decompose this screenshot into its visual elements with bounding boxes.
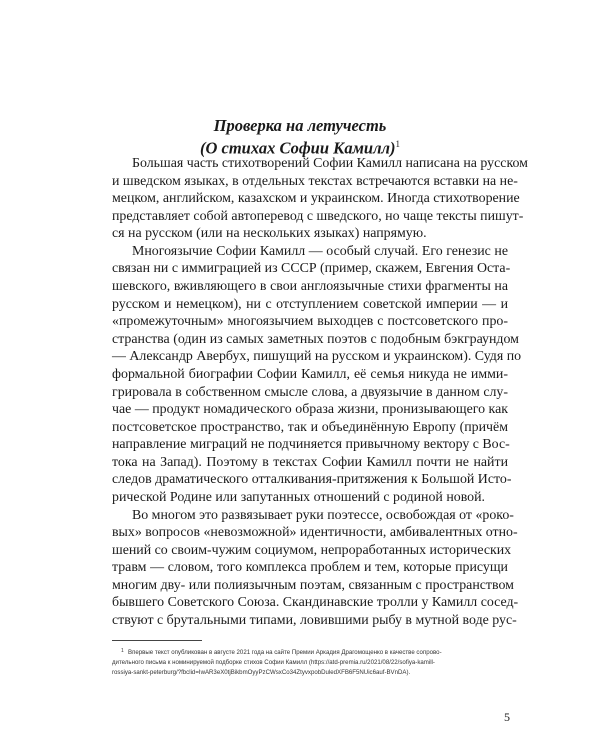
body-line: рической Родине или запутанных отношений с родиной новой.: [112, 489, 486, 505]
chapter-title-line-2: (О стихах Софии Камилл)$^1$: [199, 138, 401, 158]
body-line: постсоветское пространство, так и объединённую Европу (причём: [112, 419, 508, 435]
footnote-reference: 1: [395, 139, 401, 149]
body-line: Многоязычие Софии Камилл — особый случай. Его генезис не: [132, 243, 508, 259]
footnote-line: rossiya-sankt-peterburg/?fbclid=IwAR3eX0tjBikbmOyyPzCWsxCo34ZtyvxpobDuledXFB6F5NUic6auf-BVnDA).: [112, 669, 411, 676]
body-line: шевского, вживляющего в свои англоязычные стихи фрагменты на: [112, 279, 508, 295]
body-line: представляет собой автоперевод с шведского, но чаще тексты пишут-: [112, 208, 524, 224]
body-line: — Александр Авербух, пишущий на русском и украинском). Судя по: [112, 349, 522, 365]
body-line: ствуют с брутальными типами, ловившими рыбу в мутной воде рус-: [112, 613, 517, 628]
body-line: странства (один из самых заметных поэтов с подобным бэкграундом: [112, 331, 519, 347]
body-line: тока на Запад). Поэтому в текстах Софии Камилл почти не найти: [112, 454, 508, 470]
body-line: «промежуточным» многоязычием выходцев с постсоветского про-: [112, 314, 508, 330]
footnote-line: Впервые текст опубликован в августе 2021 года на сайте Премии Аркадия Драгомощенко в качестве сопрово-: [128, 649, 442, 656]
footnote-separator: [112, 640, 202, 641]
body-line: травм — словом, того комплекса проблем и тем, которые присущи: [112, 560, 508, 576]
body-line: грировала в собственном смысле слова, а двуязычие в данном слу-: [112, 384, 508, 400]
body-line: и шведском языках, в отдельных текстах встречаются вставки на не-: [112, 173, 518, 189]
body-line: вых» вопросов «невозможной» идентичности, амбивалентных отно-: [112, 525, 518, 541]
body-line: ся на русском (или на нескольких языках) напрямую.: [112, 226, 427, 242]
body-line: бывшего Советского Союза. Скандинавские тролли у Камилл сосед-: [112, 595, 519, 611]
body-line: формальной биографии Софии Камилл, её семья никуда не имми-: [112, 366, 508, 382]
body-line: чае — продукт номадического образа жизни, пронизывающего как: [112, 402, 508, 418]
body-line: русском и немецком), ни с отступлением советской империи — и: [112, 296, 508, 312]
chapter-title-line-1: Проверка на летучесть: [213, 116, 387, 135]
page-number: 5: [504, 710, 510, 724]
body-line: связан ни с иммиграцией из СССР (пример, скажем, Евгения Оста-: [112, 261, 511, 277]
body-line: мецком, английском, казахском и украинском. Иногда стихотворение: [112, 191, 520, 207]
body-line: Во многом это развязывает руки поэтессе, освобождая от «роко-: [132, 507, 514, 523]
footnote-mark: 1: [121, 648, 124, 654]
body-line: шений со своим-чужим социумом, непроработанных исторических: [112, 542, 512, 558]
body-line: следов драматического отталкивания-притяжения к Большой Исто-: [112, 472, 512, 488]
body-line: Большая часть стихотворений Софии Камилл написана на русском: [132, 156, 528, 171]
body-line: направление миграций не подчиняется привычному вектору с Вос-: [112, 437, 510, 453]
footnote-line: дительного письма к номинируемой подборке стихов Софии Камилл (https://atd-premia.ru/2021/08/22/sofiya-kamill-: [112, 659, 435, 666]
body-line: многим дву- или полиязычным поэтам, связанным с пространством: [112, 577, 514, 593]
